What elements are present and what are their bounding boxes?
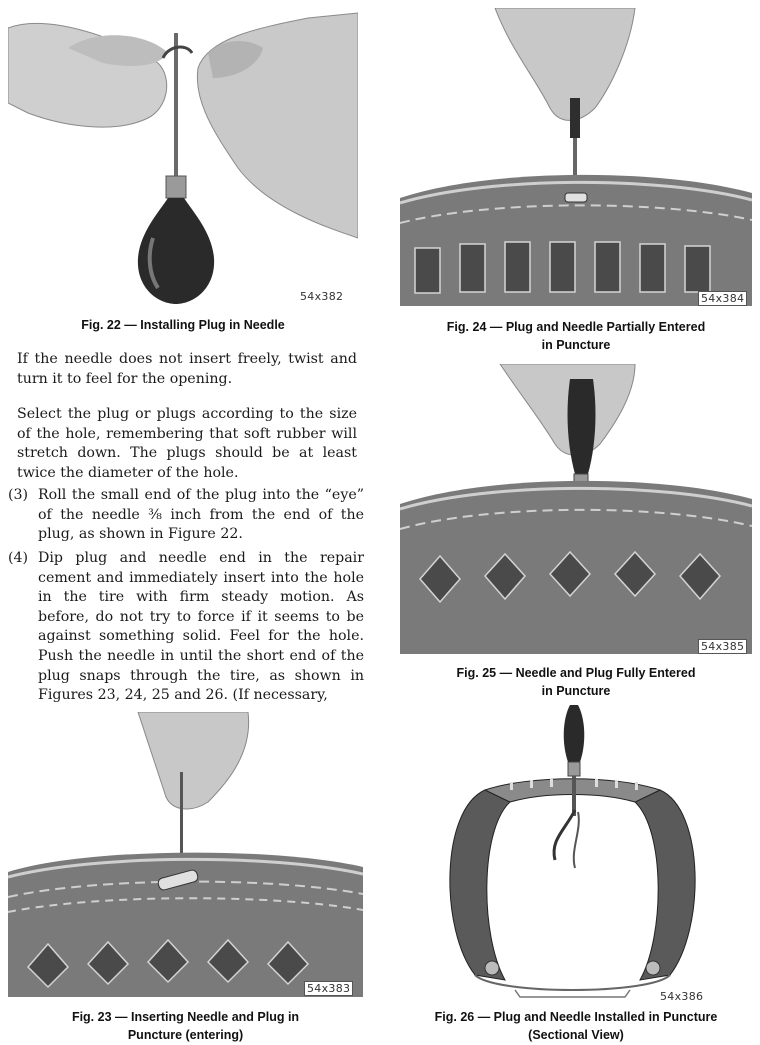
step-3 [8, 486, 364, 546]
fig24-code: 54x384 [698, 291, 747, 306]
step-3-number: (3) [8, 487, 29, 503]
fig26-caption-line1: Fig. 26 — Plug and Needle Installed in Puncture [434, 1010, 718, 1024]
fig24-caption-line1: Fig. 24 — Plug and Needle Partially Entered [446, 320, 706, 334]
fig24-caption-line2: in Puncture [541, 338, 611, 352]
step-4-text: Dip plug and needle end in the repair cement and immediately insert into the hole in the tire with firm steady motion. As before, do not try to force if it seems to be against something solid. Feel for the hole. Push the needle in until the short end of the plug snaps through the tire, as shown in Figures 23, 24, 25 and 26. (If necessary, [38, 550, 364, 704]
step-4 [8, 549, 364, 709]
step-4-number: (4) [8, 550, 29, 566]
paragraph-plug-select: Select the plug or plugs according to the size of the hole, remembering that soft rubber will stretch down. The plugs should be at least twice the diameter of the hole. [17, 406, 357, 481]
fig22-caption: Fig. 22 — Installing Plug in Needle [81, 318, 285, 332]
fig22-photo [8, 8, 358, 308]
fig26-drawing [400, 700, 752, 1000]
fig24-photo [400, 8, 752, 306]
fig25-caption-line2: in Puncture [541, 684, 611, 698]
step-3-text: Roll the small end of the plug into the “eye” of the needle ⅜ inch from the end of the plug, as shown in Figure 22. [38, 487, 364, 543]
fig23-caption-line1: Fig. 23 — Inserting Needle and Plug in [71, 1010, 300, 1024]
fig23-caption-line2: Puncture (entering) [127, 1028, 244, 1042]
fig25-photo [400, 364, 752, 654]
fig23-code: 54x383 [304, 981, 353, 996]
fig22-code: 54x382 [300, 290, 344, 303]
fig26-code: 54x386 [660, 990, 704, 1003]
fig25-caption-line1: Fig. 25 — Needle and Plug Fully Entered [456, 666, 696, 680]
fig26-caption-line2: (Sectional View) [528, 1028, 624, 1042]
fig25-code: 54x385 [698, 639, 747, 654]
paragraph-needle-insert: If the needle does not insert freely, twist and turn it to feel for the opening. [17, 351, 357, 387]
fig23-photo [8, 712, 363, 997]
